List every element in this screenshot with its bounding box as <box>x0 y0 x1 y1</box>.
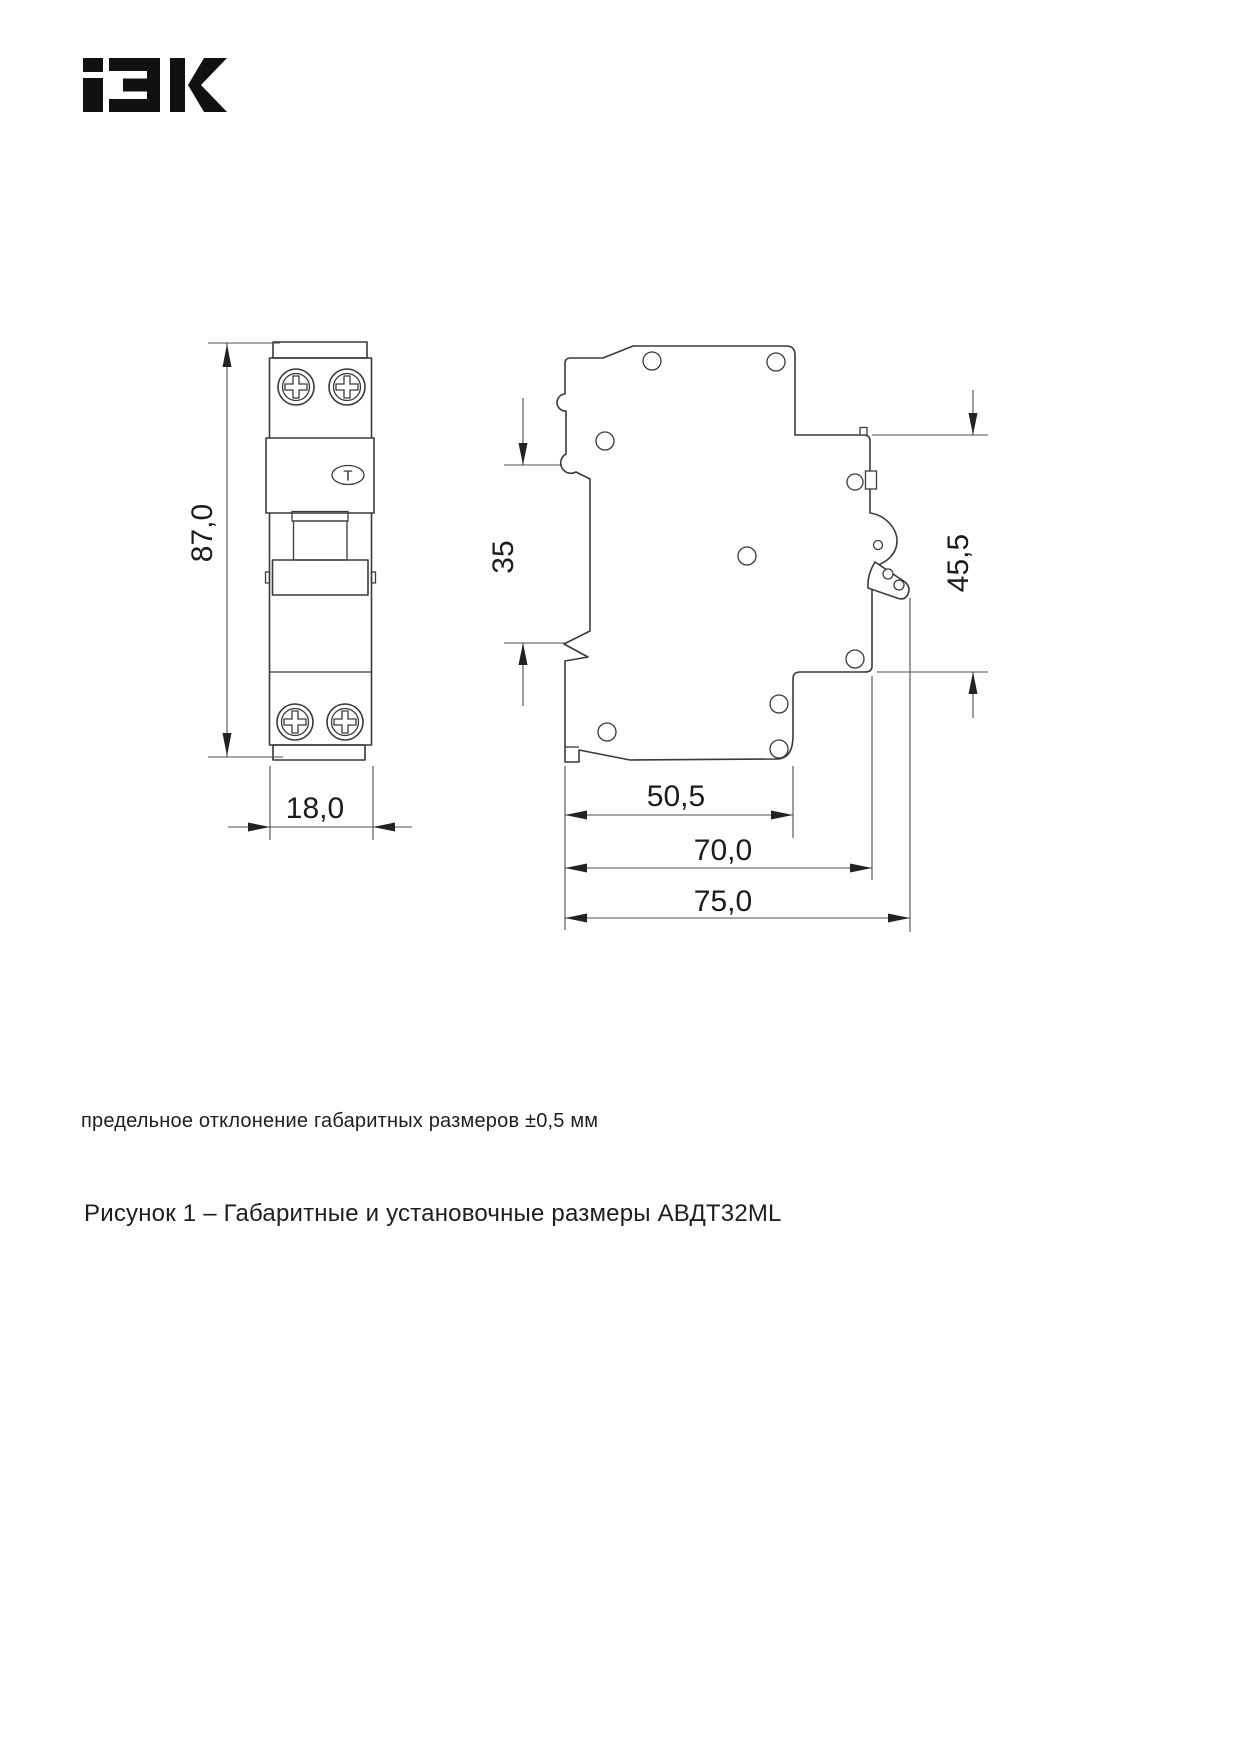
dim-87-label: 87,0 <box>186 503 219 563</box>
logo-e-right-stem <box>147 58 160 112</box>
dim-75-label: 75,0 <box>693 885 753 918</box>
dim-70-label: 70,0 <box>693 834 753 867</box>
hole <box>643 352 661 370</box>
side-toggle-lever <box>868 562 909 599</box>
dim-35-label: 35 <box>487 540 520 574</box>
logo-i-dot <box>83 58 103 72</box>
left-side-nub <box>266 572 270 583</box>
hole <box>770 695 788 713</box>
test-button-label: Т <box>343 467 353 485</box>
logo-k-chevron <box>188 58 227 112</box>
dim-45-label: 45,5 <box>942 533 975 593</box>
dim-18-label: 18,0 <box>285 792 345 825</box>
front-top-cap <box>273 342 367 358</box>
logo-i-stem <box>83 78 103 112</box>
screw-terminal-bottom-right <box>327 704 363 740</box>
screw-terminal-top-left <box>278 369 314 405</box>
lever-hole <box>894 580 904 590</box>
right-side-nub <box>372 572 376 583</box>
hole <box>767 353 785 371</box>
hole <box>598 723 616 741</box>
front-bottom-cap <box>273 745 365 760</box>
side-view-dimensions <box>487 390 988 932</box>
side-test-button-hole <box>847 474 863 490</box>
pivot-hole <box>874 541 883 550</box>
screw-terminal-top-right <box>329 369 365 405</box>
side-step-notch <box>860 428 867 436</box>
front-body <box>270 358 372 745</box>
logo-k-stem <box>170 58 185 112</box>
figure-caption: Рисунок 1 – Габаритные и установочные размеры АВДТ32ML <box>84 1200 782 1227</box>
hole <box>596 432 614 450</box>
lever-hole <box>883 569 893 579</box>
screw-terminal-bottom-left <box>277 704 313 740</box>
front-mid-panel <box>266 438 374 513</box>
side-test-button <box>866 471 877 489</box>
side-body-outline <box>557 346 897 762</box>
iek-logo <box>83 58 227 112</box>
hole <box>770 740 788 758</box>
hole <box>738 547 756 565</box>
front-view <box>266 342 376 760</box>
dim-50-label: 50,5 <box>646 780 706 813</box>
side-view <box>557 346 909 762</box>
toggle-handle <box>294 521 348 560</box>
front-view-dimensions <box>186 343 412 840</box>
tolerance-note: предельное отклонение габаритных размеров ±0,5 мм <box>81 1110 599 1132</box>
toggle-rocker <box>273 560 369 595</box>
hole <box>846 650 864 668</box>
